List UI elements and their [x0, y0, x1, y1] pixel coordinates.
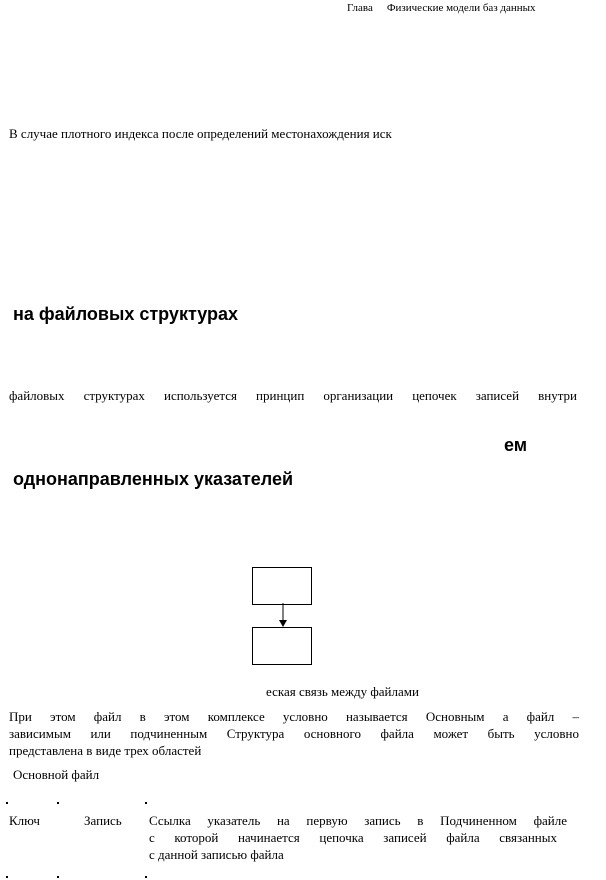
chapter-title: Физические модели баз данных	[386, 2, 536, 14]
section-heading: на файловых структурах	[13, 304, 239, 324]
table-cell-link: с данной записью файла	[149, 847, 284, 862]
subsection-heading: однонаправленных указателей	[13, 469, 294, 489]
paragraph-line: зависимым или подчиненным Структура основного файла может быть условно	[9, 726, 579, 741]
table-cell-key: Ключ	[9, 813, 40, 828]
table-cell-link: Ссылка указатель на первую запись в Подчиненном файле	[149, 813, 567, 828]
link-arrow-icon	[273, 603, 293, 628]
table-cell-record: Запись	[84, 813, 122, 828]
table-border-dot	[6, 802, 8, 804]
running-head	[347, 2, 536, 14]
figure-caption: еская связь между файлами	[266, 684, 419, 699]
dense-index-text: В случае плотного индекса после определений местонахождения иск	[9, 126, 392, 141]
file-structures-text: файловых структурах используется принцип организации цепочек записей внутри	[9, 388, 577, 403]
table-border-dot	[57, 876, 59, 878]
table-border-dot	[57, 802, 59, 804]
main-file-label: Основной файл	[13, 767, 100, 782]
chapter-label: Глава	[347, 2, 373, 14]
table-cell-link: с которой начинается цепочка записей файла связанных	[149, 830, 557, 845]
table-border-dot	[6, 876, 8, 878]
subordinate-file-box	[252, 627, 312, 665]
table-border-dot	[145, 876, 147, 878]
main-file-box	[252, 567, 312, 605]
heading-fragment: ем	[504, 435, 528, 455]
paragraph-line: При этом файл в этом комплексе условно называется Основным а файл –	[9, 709, 579, 724]
table-border-dot	[145, 802, 147, 804]
paragraph-line: представлена в виде трех областей	[9, 743, 202, 758]
